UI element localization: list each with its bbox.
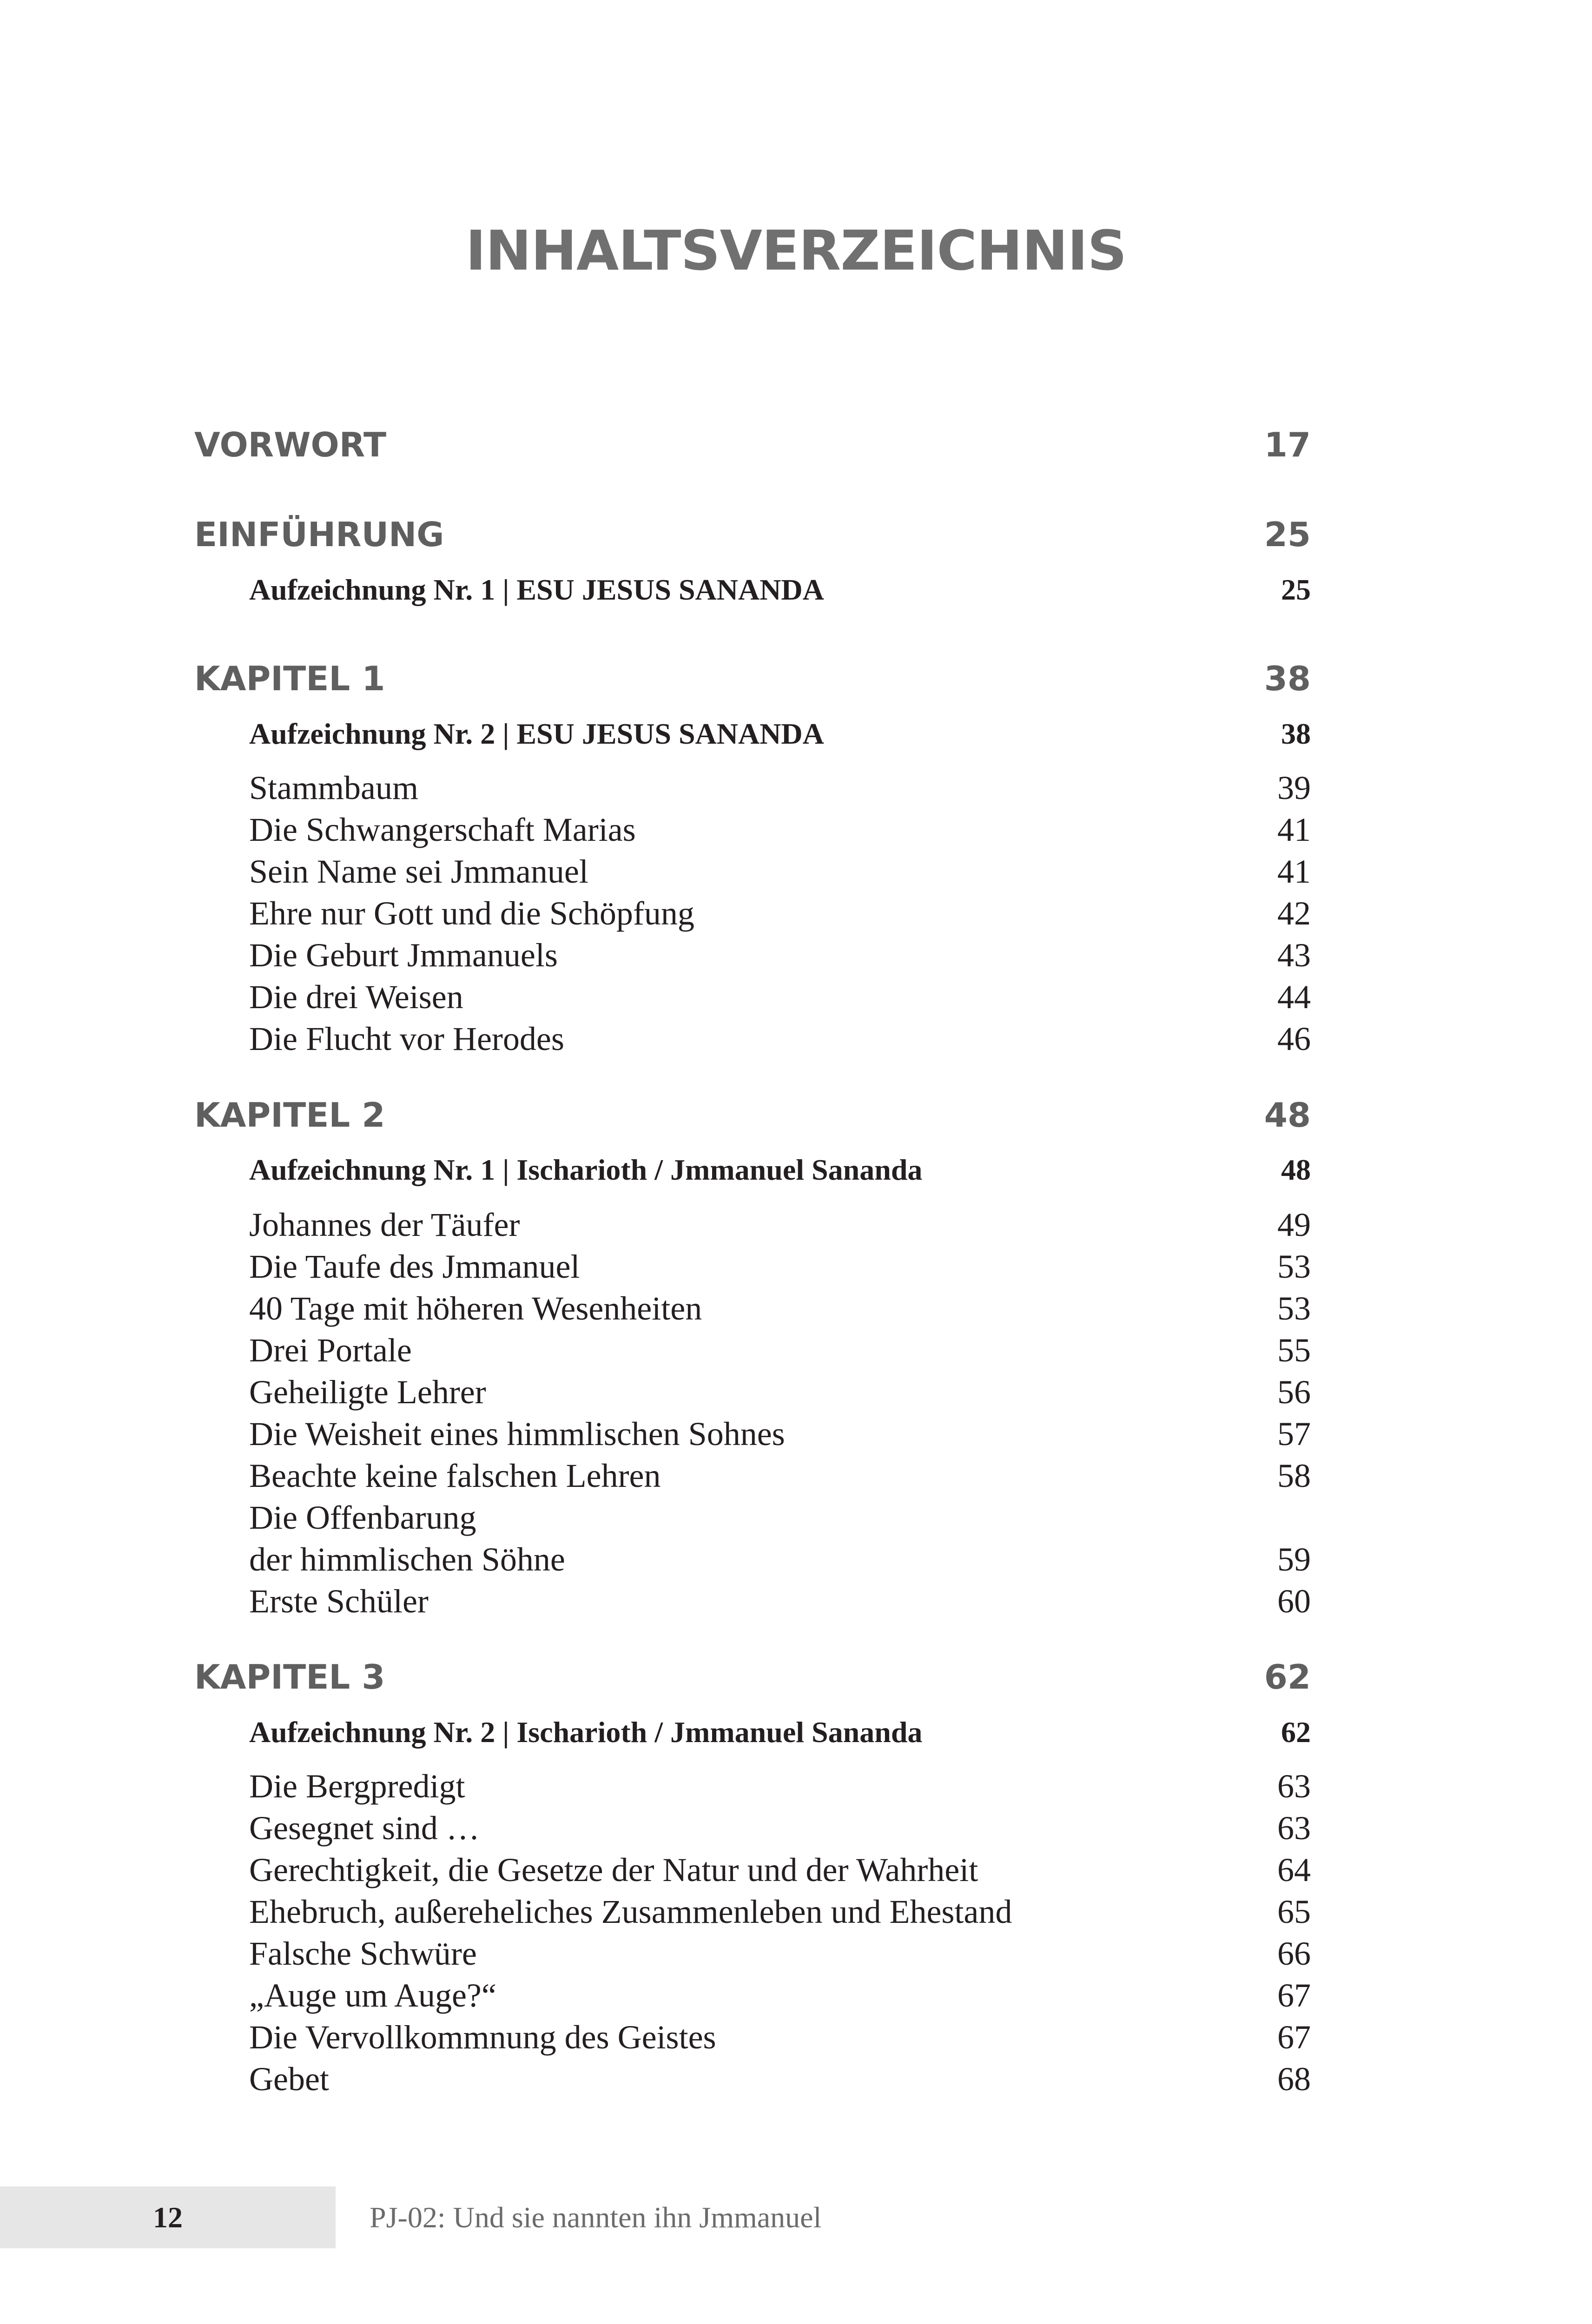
toc-section-title: Stammbaum (249, 769, 418, 806)
toc-record-title: Aufzeichnung Nr. 1 | Ischarioth / Jmmanuel Sananda (249, 1153, 923, 1186)
toc-section-title: Gerechtigkeit, die Gesetze der Natur und der Wahrheit (249, 1851, 978, 1888)
toc-section-page-number: 55 (1277, 1332, 1311, 1369)
toc-section-title: Johannes der Täufer (249, 1206, 520, 1243)
toc-section-page-number: 46 (1277, 1020, 1311, 1057)
toc-section-page-number: 49 (1277, 1206, 1311, 1243)
toc-section-page-number: 39 (1277, 769, 1311, 806)
toc-section-title: Drei Portale (249, 1332, 412, 1369)
toc-section-title: Erste Schüler (249, 1583, 429, 1620)
toc-section-page-number: 41 (1277, 853, 1311, 890)
toc-section-page-number: 58 (1277, 1457, 1311, 1494)
toc-section-title: Ehre nur Gott und die Schöpfung (249, 895, 694, 932)
toc-section-title: Die Taufe des Jmmanuel (249, 1248, 580, 1285)
toc-chapter-page-number: 48 (1264, 1096, 1311, 1135)
toc-section-title: Gesegnet sind … (249, 1809, 480, 1847)
toc-chapter-title: EINFÜHRUNG (194, 515, 444, 554)
toc-chapter-title: KAPITEL 3 (194, 1657, 385, 1697)
toc-section-title: Die Offenbarung (249, 1499, 476, 1536)
toc-section-page-number: 43 (1277, 937, 1311, 974)
toc-section-page-number: 60 (1277, 1583, 1311, 1620)
toc-section-page-number: 63 (1277, 1809, 1311, 1847)
toc-section-title: 40 Tage mit höheren Wesenheiten (249, 1290, 702, 1327)
toc-record-title: Aufzeichnung Nr. 1 | ESU JESUS SANANDA (249, 573, 824, 606)
toc-section-page-number: 67 (1277, 2019, 1311, 2056)
toc-section-page-number: 67 (1277, 1977, 1311, 2014)
toc-section-page-number: 53 (1277, 1248, 1311, 1285)
toc-section-page-number: 59 (1277, 1541, 1311, 1578)
toc-section-page-number: 42 (1277, 895, 1311, 932)
toc-chapter-title: KAPITEL 2 (194, 1096, 385, 1135)
toc-section-title: Ehebruch, außereheliches Zusammenleben und Ehestand (249, 1893, 1012, 1930)
toc-section-title: Die drei Weisen (249, 978, 463, 1016)
toc-section-page-number: 65 (1277, 1893, 1311, 1930)
toc-chapter-title: KAPITEL 1 (194, 659, 385, 698)
toc-section-page-number: 68 (1277, 2060, 1311, 2098)
toc-section-page-number: 63 (1277, 1768, 1311, 1805)
toc-section-title: Beachte keine falschen Lehren (249, 1457, 661, 1494)
toc-section-title: Die Geburt Jmmanuels (249, 937, 558, 974)
toc-record-page-number: 62 (1281, 1716, 1311, 1749)
footer-book-title: PJ-02: Und sie nannten ihn Jmmanuel (370, 2201, 822, 2234)
toc-section-page-number: 53 (1277, 1290, 1311, 1327)
toc-chapter-page-number: 17 (1264, 425, 1311, 464)
toc-section-page-number: 44 (1277, 978, 1311, 1016)
toc-section-title: Gebet (249, 2060, 329, 2098)
page-title: INHALTSVERZEICHNIS (465, 218, 1127, 283)
toc-chapter-page-number: 25 (1264, 515, 1311, 554)
toc-section-title: „Auge um Auge?“ (249, 1977, 496, 2014)
toc-record-title: Aufzeichnung Nr. 2 | Ischarioth / Jmmanuel Sananda (249, 1716, 923, 1749)
toc-record-page-number: 25 (1281, 573, 1311, 606)
toc-section-title: Falsche Schwüre (249, 1935, 477, 1972)
toc-section-page-number: 57 (1277, 1415, 1311, 1452)
toc-section-title: Geheiligte Lehrer (249, 1373, 486, 1411)
toc-section-title: Die Vervollkommnung des Geistes (249, 2019, 716, 2056)
toc-section-page-number: 56 (1277, 1373, 1311, 1411)
toc-section-title: Die Weisheit eines himmlischen Sohnes (249, 1415, 785, 1452)
toc-section-title: der himmlischen Söhne (249, 1541, 565, 1578)
toc-section-page-number: 64 (1277, 1851, 1311, 1888)
toc-section-title: Sein Name sei Jmmanuel (249, 853, 588, 890)
toc-record-title: Aufzeichnung Nr. 2 | ESU JESUS SANANDA (249, 717, 824, 750)
toc-section-title: Die Bergpredigt (249, 1768, 465, 1805)
footer-page-number: 12 (153, 2201, 183, 2234)
toc-chapter-page-number: 62 (1264, 1657, 1311, 1697)
toc-section-title: Die Schwangerschaft Marias (249, 811, 636, 848)
toc-chapter-title: VORWORT (194, 425, 387, 464)
toc-record-page-number: 48 (1281, 1153, 1311, 1186)
toc-section-title: Die Flucht vor Herodes (249, 1020, 564, 1057)
toc-section-page-number: 41 (1277, 811, 1311, 848)
toc-section-page-number: 66 (1277, 1935, 1311, 1972)
toc-record-page-number: 38 (1281, 717, 1311, 750)
toc-chapter-page-number: 38 (1264, 659, 1311, 698)
